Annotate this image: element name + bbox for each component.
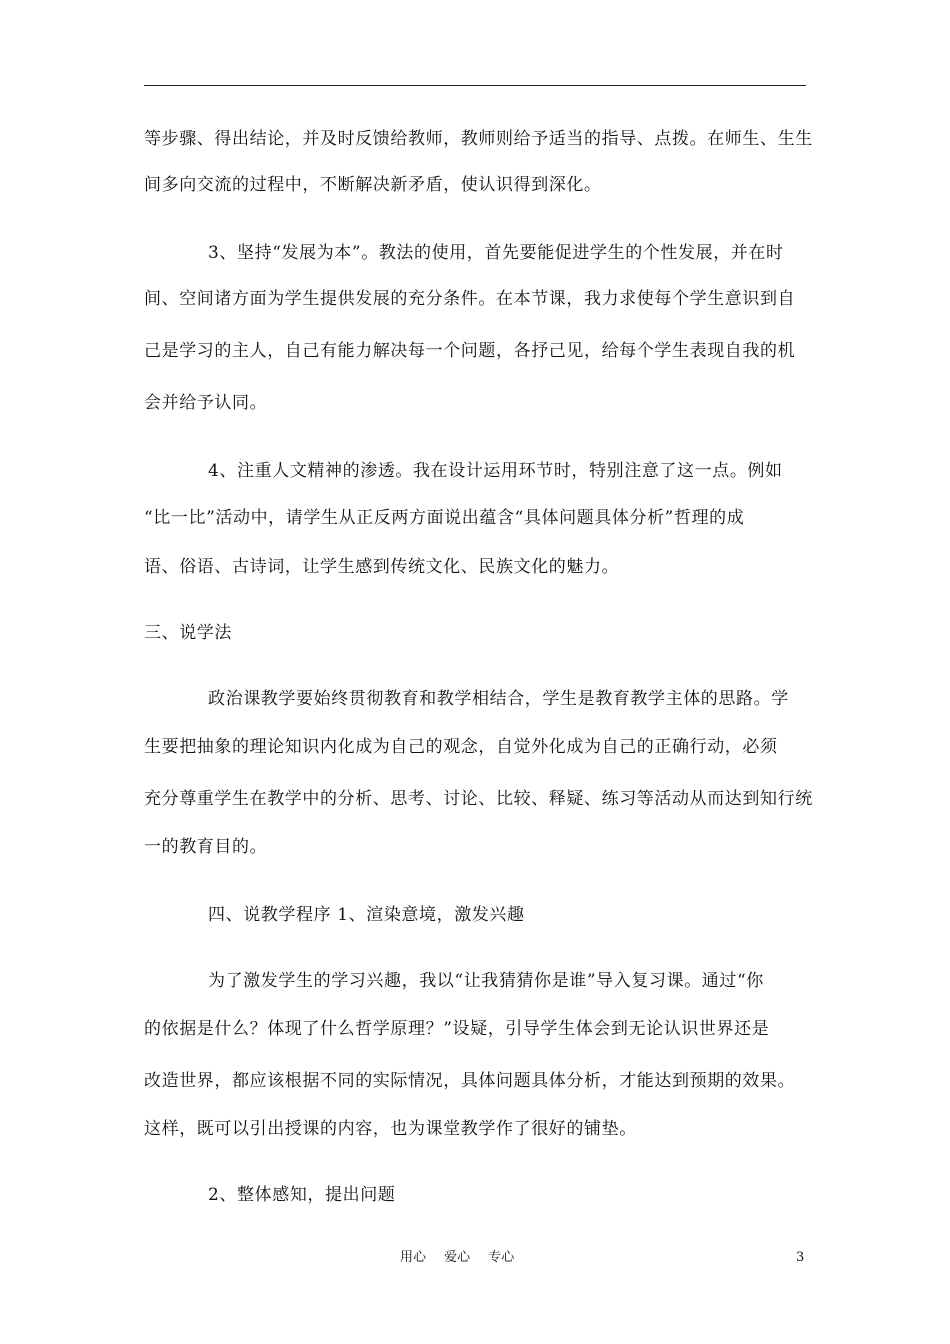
body-line-12: 生要把抽象的理论知识内化成为自己的观念，自觉外化成为自己的正确行动，必须 bbox=[144, 737, 778, 757]
section-heading-teaching-procedure: 四、说教学程序 1、渲染意境，激发兴趣 bbox=[208, 905, 525, 925]
body-line-13: 充分尊重学生在教学中的分析、思考、讨论、比较、释疑、练习等活动从而达到知行统 bbox=[144, 789, 813, 809]
body-line-5: 己是学习的主人，自己有能力解决每一个问题，各抒己见，给每个学生表现自我的机 bbox=[144, 341, 796, 361]
body-line-19: 这样，既可以引出授课的内容，也为课堂教学作了很好的铺垫。 bbox=[144, 1119, 637, 1139]
header-rule bbox=[144, 85, 806, 86]
body-line-8: “比一比”活动中，请学生从正反两方面说出蕴含“具体问题具体分析”哲理的成 bbox=[144, 508, 745, 528]
subsection-heading: 2、整体感知，提出问题 bbox=[208, 1185, 396, 1205]
body-line-3: 3、坚持“发展为本”。教法的使用，首先要能促进学生的个性发展，并在时 bbox=[208, 243, 784, 263]
body-line-2: 间多向交流的过程中，不断解决新矛盾，使认识得到深化。 bbox=[144, 175, 602, 195]
body-line-16: 为了激发学生的学习兴趣，我以“让我猜猜你是谁”导入复习课。通过“你 bbox=[208, 971, 764, 991]
body-line-1: 等步骤、得出结论，并及时反馈给教师，教师则给予适当的指导、点拨。在师生、生生 bbox=[144, 129, 813, 149]
body-line-14: 一的教育目的。 bbox=[144, 837, 268, 857]
body-line-4: 间、空间诸方面为学生提供发展的充分条件。在本节课，我力求使每个学生意识到自 bbox=[144, 289, 796, 309]
footer-motto: 用心 爱心 专心 bbox=[400, 1250, 515, 1265]
body-line-7: 4、注重人文精神的渗透。我在设计运用环节时，特别注意了这一点。例如 bbox=[208, 461, 783, 481]
section-heading-study-method: 三、说学法 bbox=[144, 623, 232, 643]
body-line-9: 语、俗语、古诗词，让学生感到传统文化、民族文化的魅力。 bbox=[144, 557, 620, 577]
page-number: 3 bbox=[796, 1250, 805, 1265]
body-line-6: 会并给予认同。 bbox=[144, 393, 268, 413]
body-line-11: 政治课教学要始终贯彻教育和教学相结合，学生是教育教学主体的思路。学 bbox=[208, 689, 789, 709]
body-line-17: 的依据是什么？体现了什么哲学原理？”设疑，引导学生体会到无论认识世界还是 bbox=[144, 1019, 770, 1039]
body-line-18: 改造世界，都应该根据不同的实际情况，具体问题具体分析，才能达到预期的效果。 bbox=[144, 1071, 796, 1091]
